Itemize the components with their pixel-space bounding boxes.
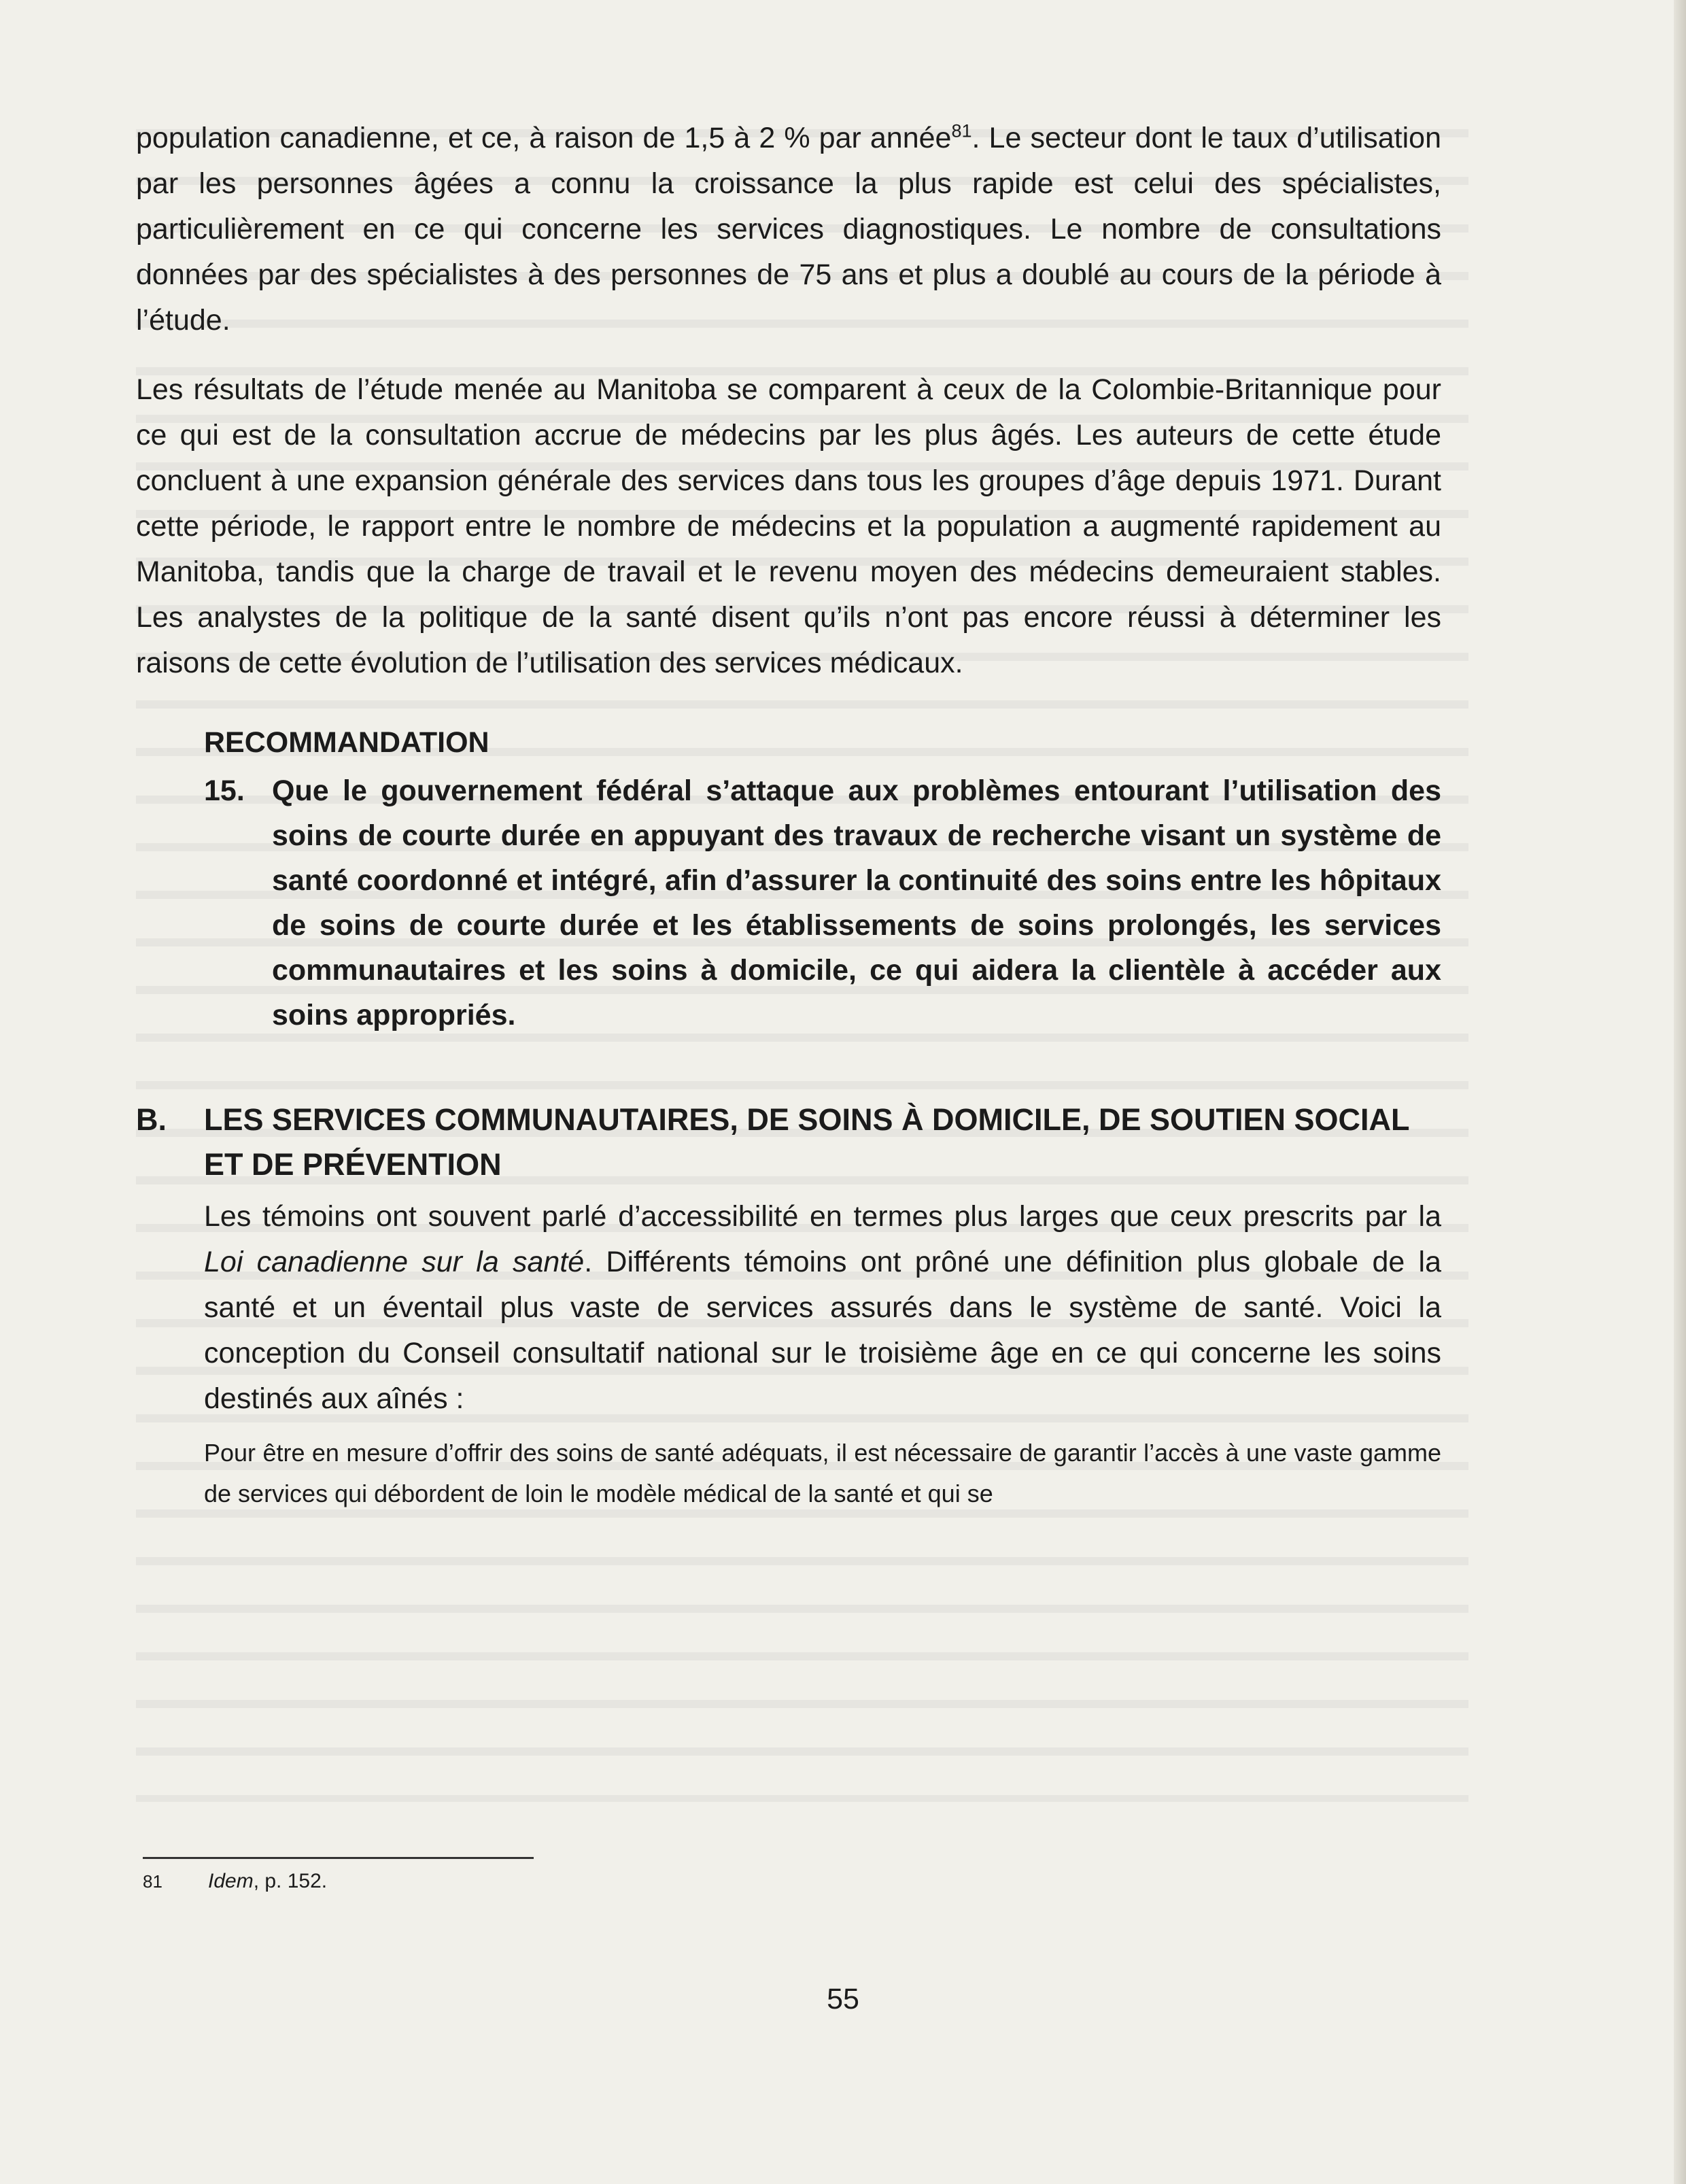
footnote-ref-81[interactable]: 81 [951,120,972,141]
footnote-number: 81 [143,1871,162,1892]
recommendation-15 [204,768,1441,1038]
page-edge-shadow [1674,0,1686,2184]
paragraph-1 [136,116,1441,343]
recommendation-heading: RECOMMANDATION [204,726,489,759]
paragraph-1-text-cont: . Le secteur dont le taux d’utilisation par les personnes âgées a connu la croissance la plus rapide est celui des spécialistes, particulièrement en ce qui concerne les services diagnostiques. Le nombre de consultations données par des spécialistes à des personnes de 75 ans et plus a doublé au cours de la période à l’étude. [136,122,1441,337]
page-number: 55 [827,1983,859,2015]
paragraph-2: Les résultats de l’étude menée au Manitoba se comparent à ceux de la Colombie-Britannique pour ce qui est de la consultation accrue de médecins par les plus âgés. Les auteurs de cette étude concluent à une expansion générale des services dans tous les groupes d’âge depuis 1971. Durant cette période, le rapport entre le nombre de médecins et la population a augmenté rapidement au Manitoba, tandis que la charge de travail et le revenu moyen des médecins demeuraient stables. Les analystes de la politique de la santé disent qu’ils n’ont pas encore réussi à déterminer les raisons de cette évolution de l’utilisation des services médicaux. [136,373,1441,679]
footnote-81 [143,1868,327,1895]
paragraph-1-text: population canadienne, et ce, à raison de 1,5 à 2 % par année [136,122,952,154]
footnote-reference: , p. 152. [253,1870,328,1892]
page-body [136,116,1441,1514]
footnote-text [208,1868,327,1895]
section-b-text-cont: . Différents témoins ont prôné une définition plus globale de la santé et un éventail plus vaste de services assurés dans le système de santé. Voici la conception du Conseil consultatif national sur le troisième âge en ce qui concerne les soins destinés aux aînés : [204,1246,1441,1415]
section-b-text: Les témoins ont souvent parlé d’accessibilité en termes plus larges que ceux prescrits par la [204,1200,1441,1233]
recommendation-number: 15. [204,774,245,807]
section-b-paragraph [204,1194,1441,1422]
footnote-italic: Idem [208,1870,254,1892]
footnote-divider [143,1857,534,1859]
recommendation-text: Que le gouvernement fédéral s’attaque aux problèmes entourant l’utilisation des soins de courte durée en appuyant des travaux de recherche visant un système de santé coordonné et intégré, afin d’assurer la continuité des soins entre les hôpitaux de soins de courte durée et les établissements de soins prolongés, les services communautaires et les soins à domicile, ce qui aidera la clientèle à accéder aux soins appropriés. [272,774,1441,1031]
block-quote: Pour être en mesure d’offrir des soins de santé adéquats, il est nécessaire de garantir l’accès à une vaste gamme de services qui débordent de loin le modèle médical de la santé et qui se [204,1439,1441,1507]
section-b-heading [136,1097,1441,1187]
section-title: LES SERVICES COMMUNAUTAIRES, DE SOINS À DOMICILE, DE SOUTIEN SOCIAL ET DE PRÉVENTION [204,1102,1409,1182]
section-letter: B. [136,1102,167,1137]
law-title: Loi canadienne sur la santé [204,1246,585,1278]
